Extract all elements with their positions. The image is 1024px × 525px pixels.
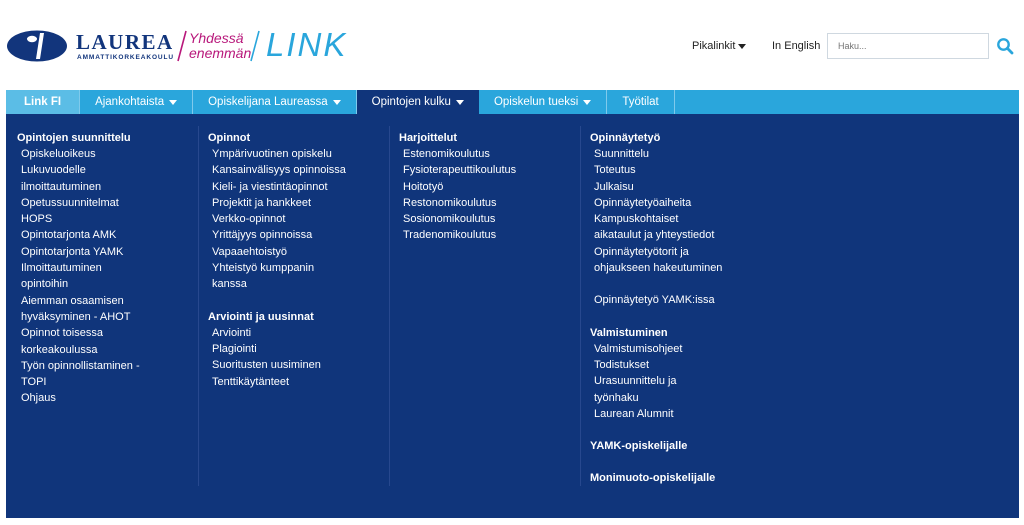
menu-link[interactable]: Plagiointi bbox=[212, 342, 257, 355]
menu-link[interactable]: aikataulut ja yhteystiedot bbox=[594, 229, 715, 242]
menu-link[interactable]: Kansainvälisyys opinnoissa bbox=[212, 164, 346, 177]
menu-link[interactable]: Opintotarjonta YAMK bbox=[21, 245, 124, 258]
spacer bbox=[208, 293, 388, 309]
caret-down-icon bbox=[333, 100, 341, 105]
menu-link[interactable]: HOPS bbox=[21, 213, 53, 226]
menu-column-opinnaytetyo bbox=[590, 130, 770, 486]
search-icon[interactable] bbox=[996, 37, 1014, 55]
nav-item-label: Opintojen kulku bbox=[371, 96, 451, 108]
menu-heading[interactable]: YAMK-opiskelijalle bbox=[590, 440, 688, 453]
menu-link[interactable]: Opinnäytetyö YAMK:issa bbox=[594, 294, 715, 307]
nav-item-ajankohtaista[interactable] bbox=[80, 90, 193, 114]
spacer bbox=[590, 422, 770, 438]
menu-link[interactable]: Projektit ja hankkeet bbox=[212, 196, 312, 209]
language-link[interactable]: In English bbox=[772, 40, 821, 52]
menu-heading[interactable]: Opinnäytetyö bbox=[590, 132, 661, 144]
menu-link[interactable]: Opinnäytetyötorit ja bbox=[594, 245, 689, 258]
caret-down-icon bbox=[738, 44, 746, 49]
menu-link[interactable]: Tradenomikoulutus bbox=[403, 229, 497, 242]
menu-link[interactable]: Todistukset bbox=[594, 358, 650, 371]
menu-link[interactable]: Ohjaus bbox=[21, 392, 56, 405]
menu-link[interactable]: kanssa bbox=[212, 278, 247, 291]
column-divider bbox=[198, 126, 199, 486]
menu-link[interactable]: Sosionomikoulutus bbox=[403, 213, 496, 226]
nav-item-opiskelun-tueksi[interactable] bbox=[479, 90, 607, 114]
menu-link[interactable]: Suunnittelu bbox=[594, 148, 650, 160]
menu-link[interactable]: Aiemman osaamisen bbox=[21, 294, 124, 307]
menu-link[interactable]: TOPI bbox=[21, 376, 47, 389]
menu-link[interactable]: Suoritusten uusiminen bbox=[212, 359, 321, 372]
menu-link[interactable]: Estenomikoulutus bbox=[403, 148, 490, 160]
quicklinks-label: Pikalinkit bbox=[692, 40, 736, 52]
menu-link[interactable]: Opinnot toisessa bbox=[21, 327, 103, 340]
spacer bbox=[590, 454, 770, 470]
menu-heading[interactable]: Opinnot bbox=[208, 132, 251, 144]
nav-item-label: Ajankohtaista bbox=[95, 96, 165, 108]
brand-name: LAUREA bbox=[76, 30, 174, 54]
nav-item-opintojen-kulku[interactable] bbox=[357, 90, 479, 114]
menu-link[interactable]: Yhteistyö kumppanin bbox=[212, 262, 315, 275]
menu-link[interactable]: Työn opinnollistaminen - bbox=[21, 359, 140, 372]
menu-link[interactable]: Yrittäjyys opinnoissa bbox=[212, 229, 313, 242]
menu-link[interactable]: Opiskeluoikeus bbox=[21, 148, 96, 160]
link-wordmark: LINK bbox=[266, 26, 348, 63]
menu-heading[interactable]: Arviointi ja uusinnat bbox=[208, 310, 314, 323]
menu-link[interactable]: Tenttikäytänteet bbox=[212, 375, 290, 388]
divider-slash-icon bbox=[249, 30, 261, 62]
menu-link[interactable]: Fysioterapeuttikoulutus bbox=[403, 164, 517, 177]
nav-item-label: Opiskelun tueksi bbox=[493, 96, 579, 108]
menu-link[interactable]: Julkaisu bbox=[594, 180, 634, 193]
menu-column-opintojen-suunnittelu bbox=[17, 130, 197, 407]
search-box bbox=[827, 33, 989, 59]
spacer bbox=[590, 276, 770, 292]
menu-link[interactable]: hyväksyminen - AHOT bbox=[21, 310, 131, 323]
menu-heading[interactable]: Monimuoto-opiskelijalle bbox=[590, 472, 716, 485]
column-divider bbox=[580, 126, 581, 486]
nav-item-tyotilat[interactable] bbox=[607, 90, 674, 114]
menu-link[interactable]: Kieli- ja viestintäopinnot bbox=[212, 180, 328, 193]
menu-link[interactable]: korkeakoulussa bbox=[21, 343, 98, 356]
menu-heading[interactable]: Harjoittelut bbox=[399, 132, 458, 144]
nav-item-label: Link FI bbox=[24, 96, 62, 108]
nav-item-link-fi[interactable] bbox=[6, 90, 80, 114]
menu-link[interactable]: Ilmoittautuminen bbox=[21, 262, 102, 275]
menu-link[interactable]: opintoihin bbox=[21, 278, 69, 291]
menu-link[interactable]: Arviointi bbox=[212, 326, 252, 339]
mega-menu bbox=[6, 114, 1019, 518]
menu-link[interactable]: työnhaku bbox=[594, 391, 639, 404]
divider-slash-icon bbox=[176, 30, 188, 62]
menu-link[interactable]: Vapaaehtoistyö bbox=[212, 245, 288, 258]
menu-heading[interactable]: Opintojen suunnittelu bbox=[17, 132, 131, 144]
nav-item-label: Työtilat bbox=[622, 96, 659, 108]
main-nav bbox=[6, 90, 1019, 114]
menu-link[interactable]: Opinnäytetyöaiheita bbox=[594, 196, 692, 209]
menu-link[interactable]: Hoitotyö bbox=[403, 180, 444, 193]
menu-heading[interactable]: Valmistuminen bbox=[590, 326, 668, 339]
tagline-line1: Yhdessä bbox=[189, 30, 244, 46]
menu-link[interactable]: Opetussuunnitelmat bbox=[21, 196, 119, 209]
brand-subtitle: AMMATTIKORKEAKOULU bbox=[77, 54, 174, 61]
menu-link[interactable]: Valmistumisohjeet bbox=[594, 342, 683, 355]
menu-link[interactable]: Restonomikoulutus bbox=[403, 196, 497, 209]
search-input[interactable] bbox=[828, 34, 988, 58]
quicklinks-dropdown[interactable] bbox=[692, 40, 746, 52]
menu-link[interactable]: Lukuvuodelle bbox=[21, 164, 86, 177]
menu-link[interactable]: ohjaukseen hakeutuminen bbox=[594, 262, 723, 275]
spacer bbox=[590, 309, 770, 325]
menu-link[interactable]: Kampuskohtaiset bbox=[594, 213, 679, 226]
menu-link[interactable]: ilmoittautuminen bbox=[21, 180, 102, 193]
menu-link[interactable]: Opintotarjonta AMK bbox=[21, 229, 117, 242]
menu-link[interactable]: Urasuunnittelu ja bbox=[594, 375, 677, 388]
menu-link[interactable]: Verkko-opinnot bbox=[212, 213, 286, 226]
menu-column-harjoittelut bbox=[399, 130, 579, 244]
menu-link[interactable]: Ympärivuotinen opiskelu bbox=[212, 148, 332, 160]
caret-down-icon bbox=[456, 100, 464, 105]
menu-link[interactable]: Laurean Alumnit bbox=[594, 407, 674, 420]
menu-column-opinnot bbox=[208, 130, 388, 390]
tagline-line2: enemmän bbox=[189, 45, 252, 61]
tagline bbox=[189, 31, 251, 61]
menu-link[interactable]: Toteutus bbox=[594, 164, 636, 177]
nav-item-opiskelijana-laureassa[interactable] bbox=[193, 90, 357, 114]
caret-down-icon bbox=[583, 100, 591, 105]
nav-item-label: Opiskelijana Laureassa bbox=[208, 96, 328, 108]
laurea-logo-icon[interactable] bbox=[6, 30, 68, 62]
caret-down-icon bbox=[169, 100, 177, 105]
site-header bbox=[0, 0, 1024, 90]
column-divider bbox=[389, 126, 390, 486]
